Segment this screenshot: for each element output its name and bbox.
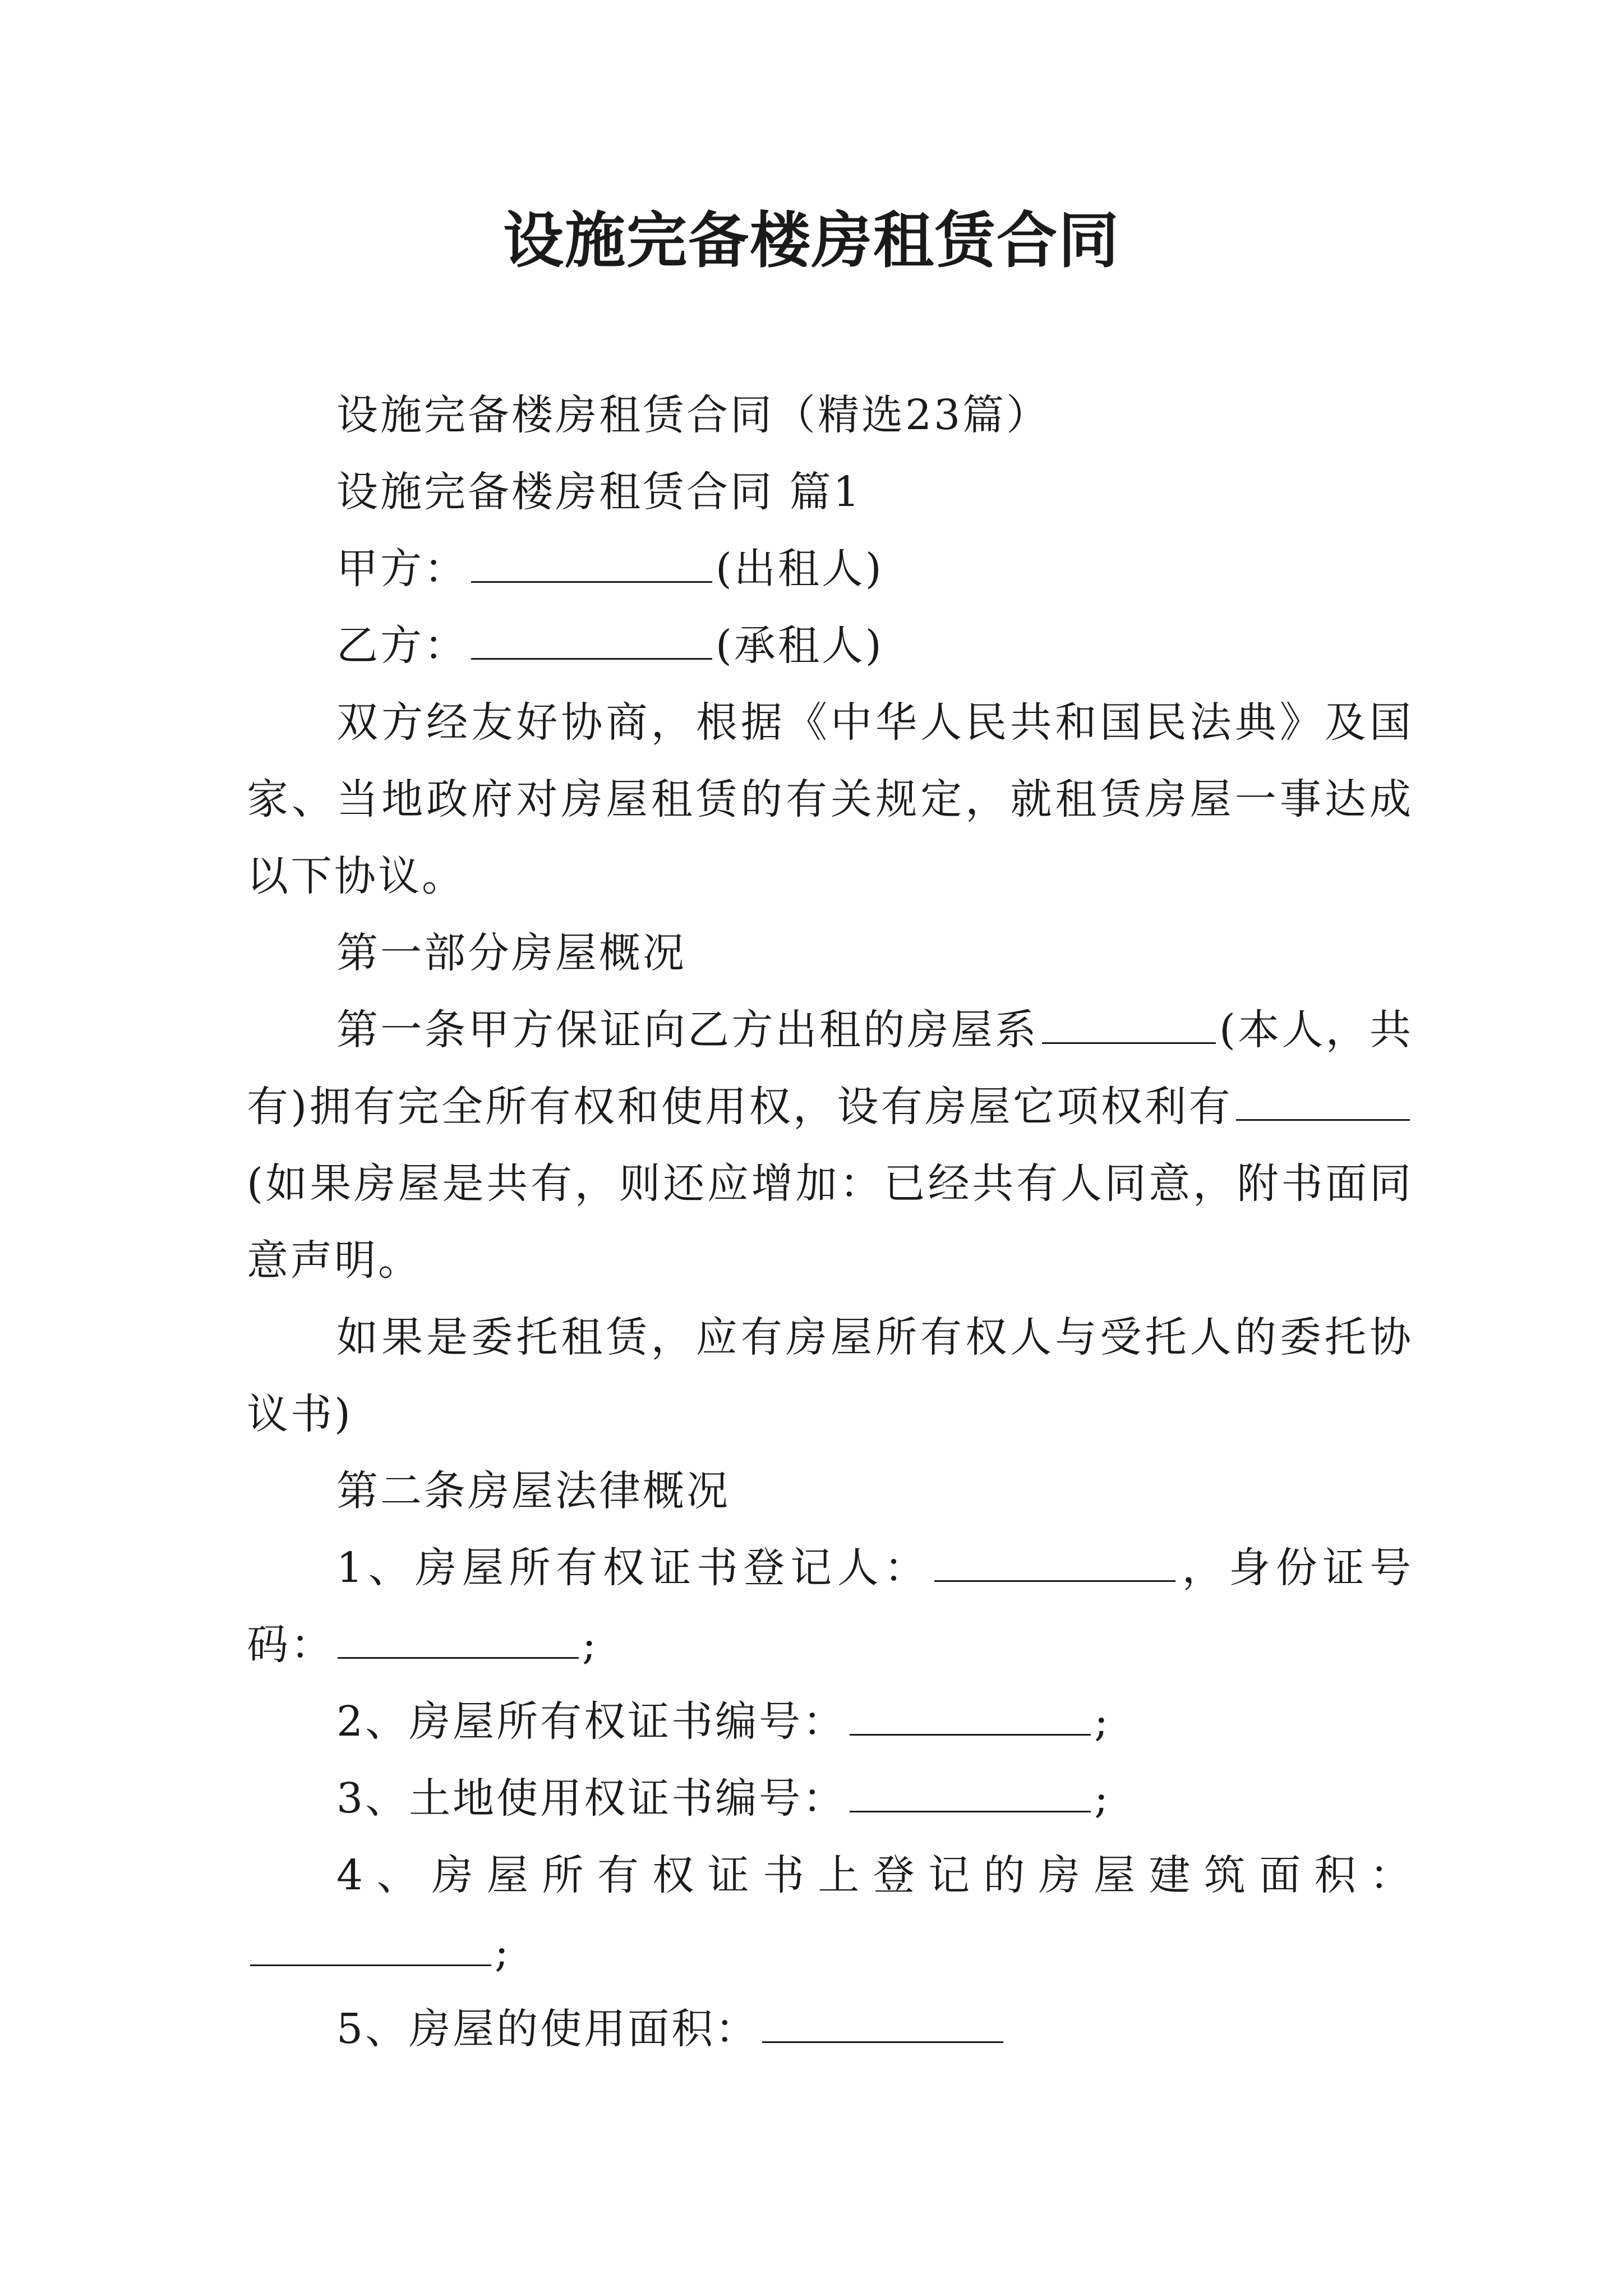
- clause1-paragraph: [247, 992, 1413, 1299]
- item4-paragraph: [247, 1837, 1413, 1991]
- part1-heading: 第一部分房屋概况: [336, 929, 686, 977]
- item1-end: ;: [582, 1621, 598, 1669]
- party-b-line: [247, 608, 1413, 684]
- item1-blank-registrant: [934, 1541, 1175, 1582]
- item4-text: 4、房屋所有权证书上登记的房屋建筑面积：: [336, 1851, 1413, 1899]
- subtitle: 设施完备楼房租赁合同（精选23篇）: [336, 391, 1050, 439]
- item3-end: ;: [1094, 1774, 1111, 1823]
- item3-paragraph: [247, 1760, 1413, 1837]
- document-body: [247, 377, 1413, 2068]
- clause1-text-c: (如果房屋是共有，则还应增加：已经共有人同意，附书面同意声明。: [247, 1159, 1413, 1285]
- item3-text: 3、土地使用权证书编号：: [336, 1774, 847, 1823]
- intro-paragraph: 双方经友好协商，根据《中华人民共和国民法典》及国家、当地政府对房屋租赁的有关规定，就租赁房屋一事达成以下协议。: [247, 698, 1413, 900]
- party-a-label: 甲方：: [336, 545, 468, 593]
- item2-blank: [850, 1695, 1091, 1736]
- item1-blank-id: [338, 1618, 579, 1659]
- clause1-blank-owner: [1042, 1003, 1216, 1044]
- item4-blank: [250, 1925, 491, 1966]
- item2-end: ;: [1094, 1697, 1111, 1746]
- party-a-blank: [471, 542, 712, 583]
- item5-text: 5、房屋的使用面积：: [336, 2005, 759, 2053]
- party-a-role: (出租人): [716, 545, 884, 593]
- item1-text-b: ，身份证号码：: [247, 1544, 1413, 1669]
- item1-paragraph: [247, 1530, 1413, 1683]
- item1-text-a: 1、房屋所有权证书登记人：: [336, 1544, 931, 1592]
- clause1-text-b: (本人，共有)拥有完全所有权和使用权，设有房屋它项权利有: [247, 1006, 1414, 1131]
- document-title: 设施完备楼房租赁合同: [502, 206, 1120, 276]
- party-b-label: 乙方：: [336, 622, 468, 670]
- item5-paragraph: [247, 1991, 1413, 2068]
- clause1-blank-rights: [1236, 1080, 1410, 1121]
- clause2-heading: 第二条房屋法律概况: [336, 1467, 730, 1515]
- item3-blank: [850, 1772, 1091, 1812]
- article-heading: 设施完备楼房租赁合同 篇1: [336, 468, 862, 516]
- item2-paragraph: [247, 1683, 1413, 1760]
- party-b-role: (承租人): [716, 622, 884, 670]
- party-b-blank: [471, 619, 712, 660]
- item2-text: 2、房屋所有权证书编号：: [336, 1697, 847, 1746]
- item4-end: ;: [495, 1928, 511, 1976]
- entrust-paragraph: 如果是委托租赁，应有房屋所有权人与受托人的委托协议书): [247, 1313, 1413, 1438]
- item5-blank: [762, 2002, 1003, 2043]
- clause1-text-a: 第一条甲方保证向乙方出租的房屋系: [336, 1006, 1039, 1054]
- party-a-line: [247, 531, 1413, 608]
